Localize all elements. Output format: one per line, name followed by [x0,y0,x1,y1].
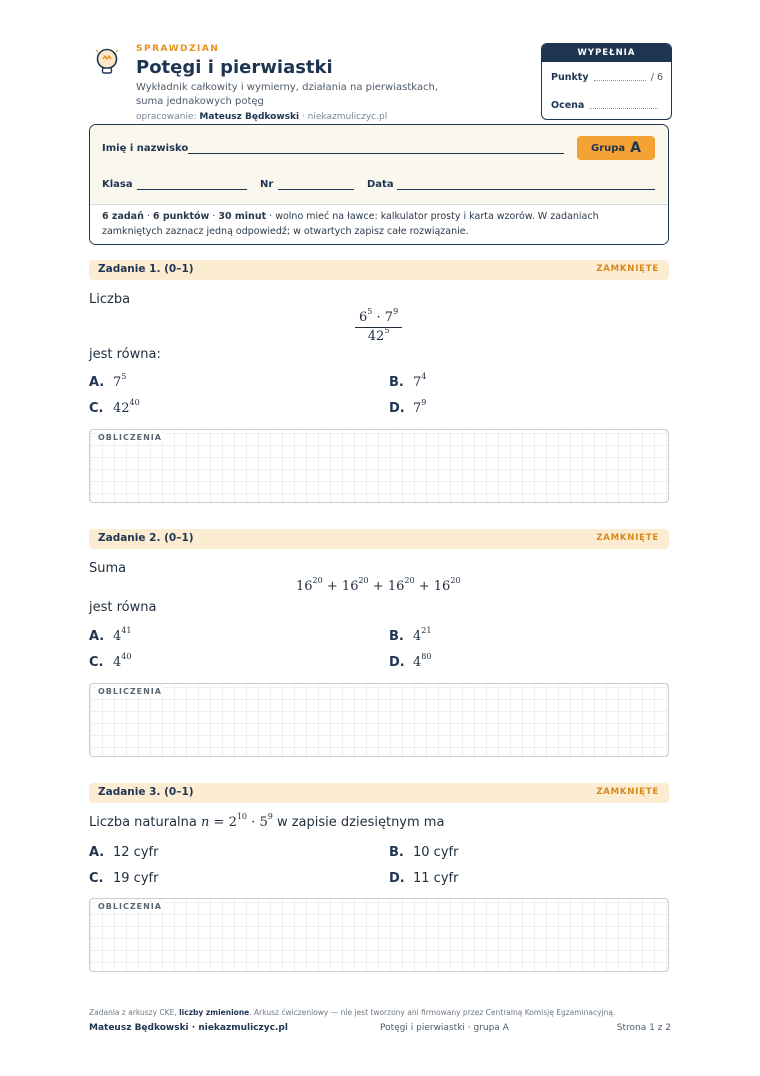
option-letter: D. [389,655,405,670]
task-2-after: jest równa [89,600,157,615]
option-letter: A. [89,375,105,390]
document-subtitle: Wykładnik całkowity i wymierny, działania na pierwiastkach, suma jednakowych potęg [136,82,438,107]
math-exp: 5 [367,307,373,316]
task-1-option-b[interactable] [389,372,427,390]
task-1-after: jest równa: [89,347,161,362]
option-text: 10 cyfr [413,845,459,860]
math-term: 16 [341,579,359,594]
footer-note-bold: liczby zmienione [179,1008,250,1017]
fraction-numerator [355,309,402,328]
option-base: 7 [413,375,422,390]
option-letter: C. [89,655,104,670]
math-term: 6 [359,310,368,325]
task-2-expression [296,576,461,594]
info-sep: · [143,211,153,222]
task-2-tag: ZAMKNIĘTE [596,533,659,543]
math-op: + [418,579,430,594]
task-1-option-d[interactable] [389,398,427,416]
task-2-title: Zadanie 2. (0–1) [98,532,194,544]
points-label: Punkty [551,72,589,83]
math-term: 2 [228,815,237,830]
task-3-title: Zadanie 3. (0–1) [98,786,194,798]
points-field[interactable] [594,80,646,81]
option-letter: B. [389,629,404,644]
class-field[interactable] [137,189,247,190]
task-2-option-a[interactable] [89,626,132,644]
task-3-intro: Liczba naturalna [89,815,197,830]
task-2-option-c[interactable] [89,652,132,670]
math-op: + [372,579,384,594]
task-2-calc-area[interactable] [89,683,669,757]
math-exp: 9 [267,812,273,821]
option-base: 4 [113,629,122,644]
math-term: 7 [384,310,394,325]
option-letter: A. [89,845,105,860]
footer-note-end: . Arkusz ćwiczeniowy — nie jest tworzony ani firmowany przez Centralną Komisję Egzaminacyjną. [249,1008,616,1017]
task-3-option-a[interactable] [89,845,158,860]
option-letter: A. [89,629,105,644]
info-text: · wolno mieć na ławce: kalkulator prosty i karta wzorów. W zadaniach zamkniętych zaznacz jedną odpowiedź; w otwartych zapisz całe rozwiązanie. [102,211,599,237]
task-3-expression [201,812,273,830]
date-field[interactable] [397,189,655,190]
task-3-option-b[interactable] [389,845,458,860]
group-label: Grupa [590,142,626,154]
option-exp: 40 [121,652,132,661]
task-3-calc-area[interactable] [89,898,669,972]
task-2-option-b[interactable] [389,626,432,644]
math-term: 16 [296,579,313,594]
exam-info [90,204,668,244]
task-1-tag: ZAMKNIĘTE [596,264,659,274]
option-letter: D. [389,871,405,886]
option-exp: 41 [121,626,132,635]
task-2-header [89,529,669,549]
author-prefix: opracowanie: [136,112,197,122]
lightbulb-icon [92,46,122,76]
grade-label: Ocena [551,100,585,111]
info-sep: · [209,211,219,222]
page-number: Strona 1 z 2 [616,1023,671,1033]
option-letter: C. [89,401,104,416]
group-value: A [630,140,641,156]
math-op: · [376,310,381,325]
author-line [136,112,387,122]
math-var: n [201,815,210,830]
math-exp: 5 [384,326,390,335]
option-exp: 21 [421,626,432,635]
document-title: Potęgi i pierwiastki [136,57,333,78]
document-kicker: SPRAWDZIAN [136,44,220,54]
task-1-header [89,260,669,280]
nr-field[interactable] [278,189,354,190]
student-info-box [89,124,669,245]
math-exp: 20 [404,576,415,585]
option-base: 4 [113,655,122,670]
task-3-header [89,783,669,803]
task-3-option-c[interactable] [89,871,158,886]
task-3-tag: ZAMKNIĘTE [596,787,659,797]
grade-row [551,100,663,111]
fraction-denominator [355,328,402,346]
task-2-intro: Suma [89,561,127,576]
option-exp: 4 [421,372,427,381]
option-text: 11 cyfr [413,871,459,886]
option-letter: B. [389,845,404,860]
task-1-title: Zadanie 1. (0–1) [98,263,194,275]
math-term: 16 [433,579,451,594]
teacher-box-title: WYPEŁNIA NAUCZYCIEL [542,44,671,62]
option-letter: C. [89,871,104,886]
option-letter: D. [389,401,405,416]
math-op: = [213,815,225,830]
task-3-option-d[interactable] [389,871,458,886]
footer-note [89,1008,615,1017]
footer-note-start: Zadania z arkuszy CKE, [89,1008,180,1017]
option-base: 4 [413,655,422,670]
option-text: 12 cyfr [113,845,159,860]
math-term: 42 [367,329,385,344]
group-badge [577,136,655,160]
option-exp: 5 [121,372,127,381]
option-exp: 40 [129,398,140,407]
info-tasks: 6 zadań [102,211,144,222]
option-base: 7 [113,375,122,390]
points-row [551,72,663,83]
task-1-calc-area[interactable] [89,429,669,503]
task-3-after: w zapisie dziesiętnym ma [276,815,445,830]
calc-label: OBLICZENIA [98,687,162,696]
calc-label: OBLICZENIA [98,433,162,442]
info-time: 30 minut [218,211,267,222]
date-label: Data [367,179,394,190]
footer-title: Potęgi i pierwiastki · grupa A [380,1023,509,1033]
task-1-option-c[interactable] [89,398,140,416]
math-term: 16 [387,579,405,594]
option-exp: 9 [421,398,427,407]
option-base: 7 [413,401,422,416]
math-exp: 9 [393,307,399,316]
option-letter: B. [389,375,404,390]
math-op: · [251,815,256,830]
task-1-intro: Liczba [89,292,131,307]
calc-label: OBLICZENIA [98,902,162,911]
teacher-box [541,43,672,120]
task-3-statement [89,812,445,830]
option-base: 4 [413,629,422,644]
math-exp: 20 [450,576,461,585]
math-exp: 10 [236,812,248,821]
option-text: 19 cyfr [113,871,159,886]
points-max: / 6 [650,72,663,83]
nr-label: Nr [260,179,274,190]
task-1-option-a[interactable] [89,372,127,390]
author-site: · niekazmuliczyc.pl [301,112,388,122]
task-1-fraction [355,309,402,346]
math-exp: 20 [312,576,323,585]
task-2-option-d[interactable] [389,652,432,670]
author-name: Mateusz Będkowski [199,112,300,122]
math-exp: 20 [358,576,369,585]
footer-author: Mateusz Będkowski · niekazmuliczyc.pl [89,1023,288,1033]
grade-field[interactable] [589,108,658,109]
option-base: 42 [113,401,130,416]
math-term: 5 [259,815,268,830]
option-exp: 80 [421,652,432,661]
info-points: 6 punktów [152,211,210,222]
class-label: Klasa [102,179,133,190]
math-op: + [326,579,338,594]
name-field[interactable] [188,153,564,154]
name-label: Imię i nazwisko [102,143,189,154]
